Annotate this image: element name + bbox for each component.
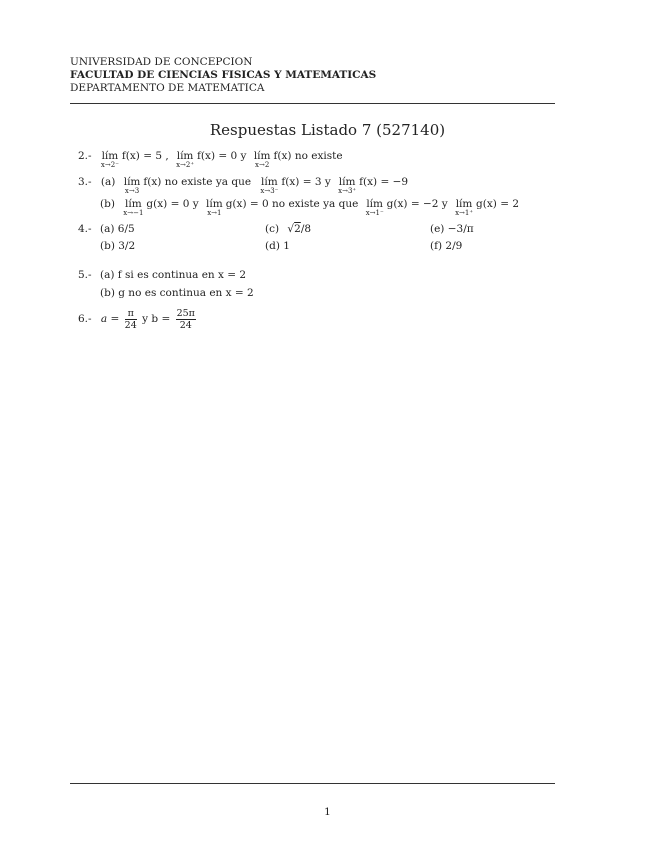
answer-3b-expr2: g(x) = 0 no existe ya que (225, 198, 359, 210)
answer-4e: (e) −3/π (430, 223, 474, 235)
answer-5b: (b) g no es continua en x = 2 (100, 287, 254, 299)
document-title: Respuestas Listado 7 (527140) (209, 121, 446, 139)
answer-3b-expr1: g(x) = 0 y (146, 198, 199, 210)
fraction-b: $\frac{25\pi}{24}$ (176, 307, 195, 331)
limit: lím x→1⁺ (455, 198, 474, 217)
institution-header (70, 56, 376, 95)
answer-6-a-var: a = (100, 313, 120, 325)
answer-4d: (d) 1 (265, 240, 290, 252)
answer-3a-expr1: f(x) no existe ya que (143, 176, 252, 188)
item-label: (c) (265, 223, 280, 235)
answer-3b (100, 197, 519, 217)
answer-5a: (a) f si es continua en x = 2 (100, 269, 247, 281)
answer-3a-expr2: f(x) = 3 y (281, 176, 331, 188)
answer-4f: (f) 2/9 (430, 240, 463, 252)
limit: lím x→1⁻ (365, 198, 384, 217)
limit: lím x→2⁺ (176, 150, 195, 169)
answer-4a: (a) 6/5 (100, 223, 135, 235)
answer-5-number: 5.- (78, 269, 92, 281)
department-name: DEPARTAMENTO DE MATEMATICA (70, 82, 265, 94)
answer-2 (78, 149, 343, 169)
answer-2-expr1: f(x) = 5 , (121, 150, 169, 162)
university-name: UNIVERSIDAD DE CONCEPCION (70, 56, 253, 68)
item-label: (a) (100, 176, 116, 188)
sqrt-radicand: 2 (294, 223, 301, 235)
limit: lím x→3⁻ (260, 176, 279, 195)
answer-6-mid: y b = (142, 313, 171, 325)
sqrt-symbol: √ (287, 223, 295, 235)
answer-3a (78, 175, 408, 195)
footer-rule (70, 783, 555, 784)
limit: lím x→1 (206, 198, 223, 217)
answer-2-expr3: f(x) no existe (273, 150, 343, 162)
answer-2-number: 2.- (78, 150, 92, 162)
answer-3-number: 3.- (78, 176, 92, 188)
limit: lím x→2 (253, 150, 271, 169)
header-rule (70, 103, 555, 104)
answer-3a-expr3: f(x) = −9 (359, 176, 409, 188)
item-label: (b) (100, 198, 115, 210)
limit: lím x→3 (123, 176, 141, 195)
page-number: 1 (324, 806, 331, 818)
faculty-name: FACULTAD DE CIENCIAS FISICAS Y MATEMATICAS (70, 69, 377, 81)
fraction-a: $\frac{\pi}{24}$ (124, 307, 137, 331)
answer-6 (78, 306, 198, 332)
answer-4-number: 4.- (78, 223, 92, 235)
answer-4b: (b) 3/2 (100, 240, 136, 252)
answer-3b-expr4: g(x) = 2 (476, 198, 520, 210)
limit: lím x→2⁻ (100, 150, 119, 169)
answer-3b-expr3: g(x) = −2 y (386, 198, 448, 210)
answer-2-expr2: f(x) = 0 y (197, 150, 247, 162)
limit: lím x→−1 (123, 198, 144, 217)
answer-4c-rest: /8 (300, 223, 312, 235)
answer-4c (265, 222, 311, 236)
limit: lím x→3⁺ (338, 176, 357, 195)
answer-6-number: 6.- (78, 313, 92, 325)
